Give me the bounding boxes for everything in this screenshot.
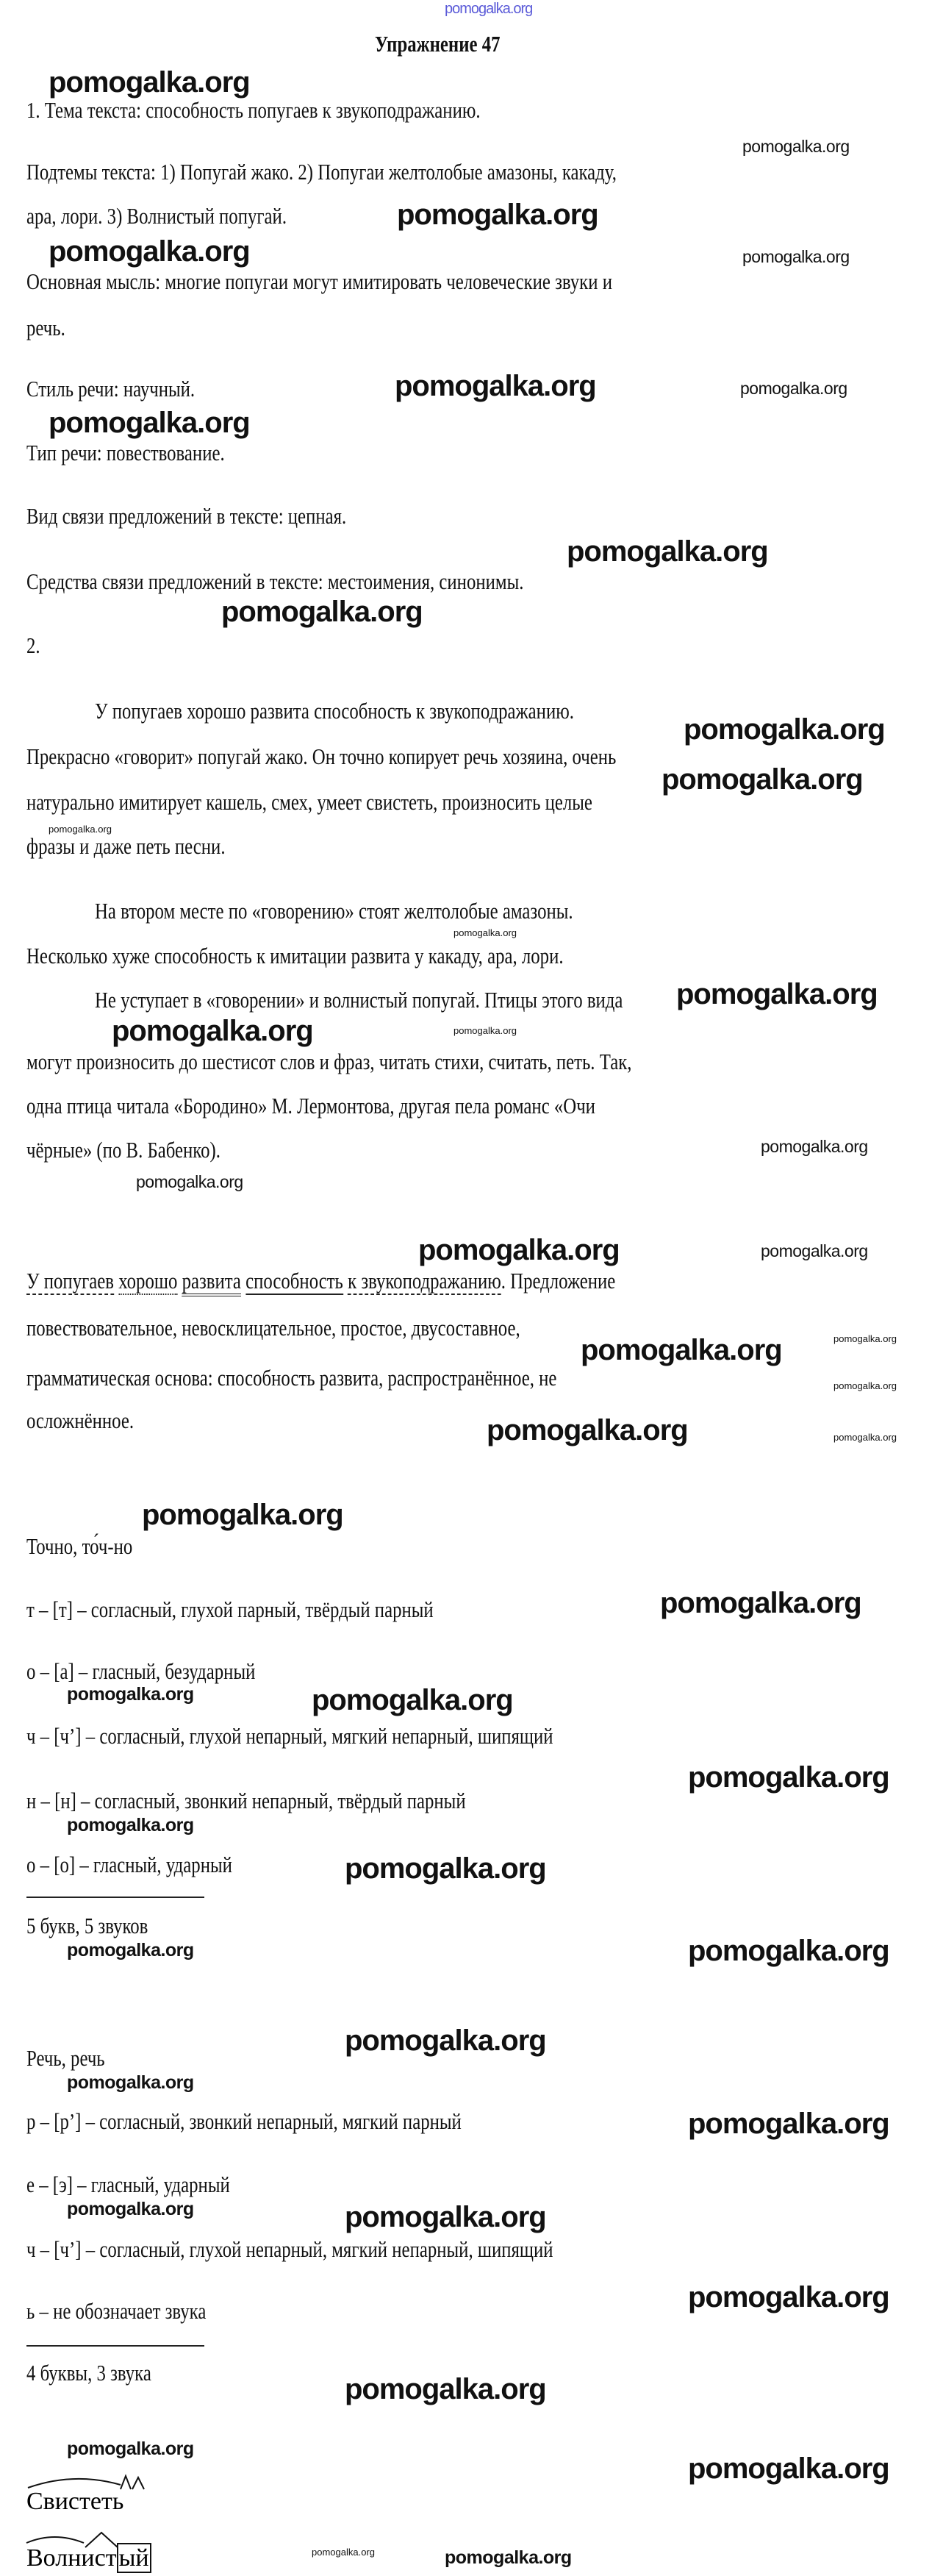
parse-line: повествовательное, невосклицательное, простое, двусоставное, xyxy=(26,1315,520,1341)
morpheme-root: Свис xyxy=(26,2488,80,2515)
text-paragraph-line: На втором месте по «говорению» стоят желтолобые амазоны. xyxy=(95,898,573,924)
morpheme-parse-word xyxy=(26,2489,123,2514)
text-paragraph-line: фразы и даже петь песни. xyxy=(26,833,226,859)
text-paragraph-line: одна птица читала «Бородино» М. Лермонтова, другая пела романс «Очи xyxy=(26,1093,595,1118)
phonetic-row: ь – не обозначает звука xyxy=(26,2298,207,2324)
watermark: pomogalka.org xyxy=(345,1852,546,1885)
phonetic-row: н – [н] – согласный, звонкий непарный, твёрдый парный xyxy=(26,1788,466,1813)
watermark: pomogalka.org xyxy=(688,2108,889,2140)
divider xyxy=(26,1897,204,1898)
text-subthemes: Подтемы текста: 1) Попугай жако. 2) Попугаи желтолобые амазоны, какаду, xyxy=(26,159,617,185)
morpheme-parse-word xyxy=(26,2546,151,2571)
text-paragraph-line: могут произносить до шестисот слов и фраз, читать стихи, считать, петь. Так, xyxy=(26,1049,632,1074)
phonetic-row: ч – [ч’] – согласный, глухой непарный, мягкий непарный, шипящий xyxy=(26,1723,553,1749)
parse-tail: . Предложение xyxy=(501,1268,616,1294)
watermark: pomogalka.org xyxy=(567,535,768,568)
watermark: pomogalka.org xyxy=(688,1935,889,1967)
watermark: pomogalka.org xyxy=(142,1499,343,1531)
parse-word-object: к звукоподражанию xyxy=(348,1268,501,1294)
text-link-means: Средства связи предложений в тексте: местоимения, синонимы. xyxy=(26,568,524,594)
parse-word-object: У попугаев xyxy=(26,1268,114,1294)
text-paragraph-line: Не уступает в «говорении» и волнистый попугай. Птицы этого вида xyxy=(95,987,623,1013)
watermark: pomogalka.org xyxy=(661,763,863,796)
text-type: Тип речи: повествование. xyxy=(26,440,225,465)
watermark: pomogalka.org xyxy=(676,978,878,1010)
watermark: pomogalka.org xyxy=(67,1940,194,1960)
watermark: pomogalka.org xyxy=(684,713,885,746)
text-paragraph-line: чёрные» (по В. Бабенко). xyxy=(26,1137,220,1163)
text-link-type: Вид связи предложений в тексте: цепная. xyxy=(26,503,347,529)
watermark: pomogalka.org xyxy=(688,2281,889,2313)
watermark: pomogalka.org xyxy=(688,2452,889,2485)
phonetic-row: т – [т] – согласный, глухой парный, твёрдый парный xyxy=(26,1596,434,1622)
phonetic-summary: 5 букв, 5 звуков xyxy=(26,1913,148,1938)
watermark: pomogalka.org xyxy=(397,199,598,231)
parse-word-subject: способность xyxy=(245,1268,343,1294)
morpheme-ending: ый xyxy=(117,2543,151,2573)
text-subthemes: ара, лори. 3) Волнистый попугай. xyxy=(26,203,287,229)
watermark: pomogalka.org xyxy=(312,2547,375,2558)
watermark: pomogalka.org xyxy=(345,2024,546,2057)
watermark: pomogalka.org xyxy=(345,2373,546,2405)
watermark: pomogalka.org xyxy=(67,2072,194,2093)
phonetic-row: р – [р’] – согласный, звонкий непарный, мягкий парный xyxy=(26,2108,462,2134)
watermark: pomogalka.org xyxy=(67,2199,194,2219)
watermark: pomogalka.org xyxy=(67,1815,194,1835)
divider xyxy=(26,2345,204,2347)
text-style: Стиль речи: научный. xyxy=(26,376,196,402)
watermark: pomogalka.org xyxy=(833,1333,897,1344)
morpheme-root: Волн xyxy=(26,2544,82,2572)
text-main-idea: Основная мысль: многие попугаи могут имитировать человеческие звуки и xyxy=(26,268,612,294)
watermark: pomogalka.org xyxy=(742,247,850,266)
parse-line: осложнённое. xyxy=(26,1407,135,1433)
watermark: pomogalka.org xyxy=(345,2201,546,2233)
text-paragraph-line: натурально имитирует кашель, смех, умеет свистеть, произносить целые xyxy=(26,789,592,815)
phonetic-row: о – [а] – гласный, безударный xyxy=(26,1658,256,1684)
watermark: pomogalka.org xyxy=(487,1414,688,1446)
watermark: pomogalka.org xyxy=(581,1334,782,1366)
text-theme: 1. Тема текста: способность попугаев к звукоподражанию. xyxy=(26,97,481,123)
watermark: pomogalka.org xyxy=(67,1684,194,1705)
morpheme-suffix: ист xyxy=(81,2544,117,2572)
watermark: pomogalka.org xyxy=(445,1,533,17)
watermark: pomogalka.org xyxy=(49,824,112,835)
phonetic-row: е – [э] – гласный, ударный xyxy=(26,2172,230,2197)
text-paragraph-line: Прекрасно «говорит» попугай жако. Он точно копирует речь хозяина, очень xyxy=(26,743,617,769)
morpheme-marks xyxy=(26,2530,151,2547)
watermark: pomogalka.org xyxy=(688,1761,889,1794)
watermark: pomogalka.org xyxy=(221,596,423,628)
watermark: pomogalka.org xyxy=(136,1172,243,1191)
phonetic-heading: Точно, то́ч-но xyxy=(26,1533,133,1559)
morpheme-ending: ть xyxy=(101,2488,124,2515)
watermark: pomogalka.org xyxy=(312,1684,513,1716)
watermark: pomogalka.org xyxy=(445,2547,572,2568)
watermark: pomogalka.org xyxy=(112,1015,313,1047)
sentence-parse xyxy=(26,1269,615,1292)
watermark: pomogalka.org xyxy=(761,1137,868,1156)
phonetic-heading: Речь, речь xyxy=(26,2045,105,2071)
watermark: pomogalka.org xyxy=(49,235,250,268)
watermark: pomogalka.org xyxy=(833,1432,897,1443)
morpheme-suffix: т xyxy=(79,2488,90,2515)
watermark: pomogalka.org xyxy=(49,66,250,99)
parse-word-adverbial: хорошо xyxy=(118,1268,178,1294)
morpheme-suffix: е xyxy=(90,2488,101,2515)
watermark: pomogalka.org xyxy=(453,927,517,938)
phonetic-row: о – [о] – гласный, ударный xyxy=(26,1852,232,1877)
watermark: pomogalka.org xyxy=(742,137,850,156)
task2-number: 2. xyxy=(26,632,40,658)
morpheme-marks xyxy=(26,2473,144,2491)
watermark: pomogalka.org xyxy=(395,370,596,402)
watermark: pomogalka.org xyxy=(453,1025,517,1036)
text-main-idea: речь. xyxy=(26,315,65,340)
text-paragraph-line: Несколько хуже способность к имитации развита у какаду, ара, лори. xyxy=(26,943,564,968)
phonetic-row: ч – [ч’] – согласный, глухой непарный, мягкий непарный, шипящий xyxy=(26,2236,553,2262)
watermark: pomogalka.org xyxy=(761,1241,868,1260)
watermark: pomogalka.org xyxy=(660,1587,861,1619)
watermark: pomogalka.org xyxy=(833,1380,897,1391)
watermark: pomogalka.org xyxy=(418,1234,620,1266)
watermark: pomogalka.org xyxy=(49,407,250,439)
watermark: pomogalka.org xyxy=(740,379,847,398)
watermark: pomogalka.org xyxy=(67,2438,194,2459)
phonetic-summary: 4 буквы, 3 звука xyxy=(26,2360,151,2386)
page-title: Упражнение 47 xyxy=(375,31,501,57)
text-paragraph-line: У попугаев хорошо развита способность к звукоподражанию. xyxy=(95,698,574,724)
parse-word-predicate: развита xyxy=(182,1268,241,1296)
parse-line: грамматическая основа: способность развита, распространённое, не xyxy=(26,1365,557,1391)
